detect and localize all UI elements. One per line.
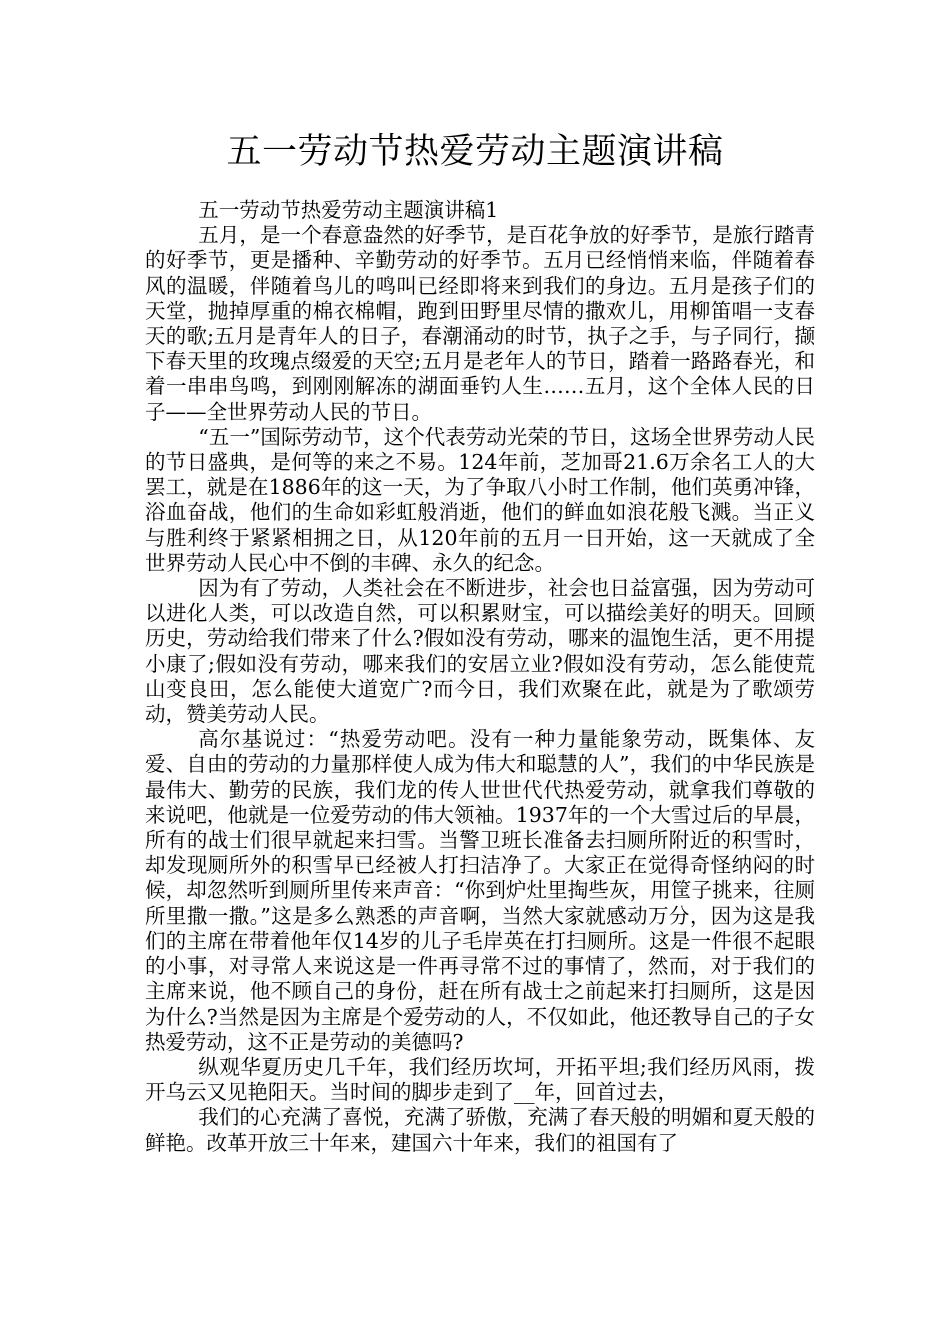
paragraph: 我们的心充满了喜悦，充满了骄傲，充满了春天般的明媚和夏天般的鲜艳。改革开放三十年来，建国六十年来，我们的祖国有了: [145, 1105, 815, 1155]
document-subtitle: 五一劳动节热爱劳动主题演讲稿1: [198, 198, 499, 222]
paragraph: 纵观华夏历史几千年，我们经历坎坷，开拓平坦;我们经历风雨，拨开乌云又见艳阳天。当时间的脚步走到了__年，回首过去，: [145, 1054, 815, 1105]
document-title: 五一劳动节热爱劳动主题演讲稿: [226, 132, 724, 172]
document-body: [145, 198, 815, 1156]
paragraph: “五一”国际劳动节，这个代表劳动光荣的节日，这场全世界劳动人民的节日盛典，是何等的来之不易。124年前，芝加哥21.6万余名工人的大罢工，就是在1886年的这一天，为了争取八小时工作制，他们英勇冲锋，浴血奋战，他们的生命如彩虹般消逝，他们的鲜血如浪花般飞溅。当正义与胜利终于紧紧相拥之日，从120年前的五月一日开始，这一天就成了全世界劳动人民心中不倒的丰碑、永久的纪念。: [145, 424, 815, 575]
paragraph: 因为有了劳动，人类社会在不断进步，社会也日益富强，因为劳动可以进化人类，可以改造自然，可以积累财宝，可以描绘美好的明天。回顾历史，劳动给我们带来了什么?假如没有劳动，哪来的温饱生活，更不用提小康了;假如没有劳动，哪来我们的安居立业?假如没有劳动，怎么能使荒山变良田，怎么能使大道宽广?而今日，我们欢聚在此，就是为了歌颂劳动，赞美劳动人民。: [145, 576, 815, 727]
paragraph: 五月，是一个春意盎然的好季节，是百花争放的好季节，是旅行踏青的好季节，更是播种、辛勤劳动的好季节。五月已经悄悄来临，伴随着春风的温暖，伴随着鸟儿的鸣叫已经即将来到我们的身边。五月是孩子们的天堂，抛掉厚重的棉衣棉帽，跑到田野里尽情的撒欢儿，用柳笛唱一支春天的歌;五月是青年人的日子，春潮涌动的时节，执子之手，与子同行，撷下春天里的玫瑰点缀爱的天空;五月是老年人的节日，踏着一路路春光，和着一串串鸟鸣，到刚刚解冻的湖面垂钓人生……五月，这个全体人民的日子——全世界劳动人民的节日。: [145, 223, 815, 424]
paragraph: 高尔基说过：“热爱劳动吧。没有一种力量能象劳动，既集体、友爱、自由的劳动的力量那样使人成为伟大和聪慧的人”，我们的中华民族是最伟大、勤劳的民族，我们龙的传人世世代代热爱劳动，就拿我们尊敬的来说吧，他就是一位爱劳动的伟大领袖。1937年的一个大雪过后的早晨，所有的战士们很早就起来扫雪。当警卫班长准备去扫厕所附近的积雪时，却发现厕所外的积雪早已经被人打扫洁净了。大家正在觉得奇怪纳闷的时候，却忽然听到厕所里传来声音：“你到炉灶里掏些灰，用筐子挑来，往厕所里撒一撒。”这是多么熟悉的声音啊，当然大家就感动万分，因为这是我们的主席在带着他年仅14岁的儿子毛岸英在打扫厕所。这是一件很不起眼的小事，对寻常人来说这是一件再寻常不过的事情了，然而，对于我们的主席来说，他不顾自己的身份，赶在所有战士之前起来打扫厕所，这是因为什么?当然是因为主席是个爱劳动的人，不仅如此，他还教导自己的子女热爱劳动，这不正是劳动的美德吗?: [145, 727, 815, 1054]
